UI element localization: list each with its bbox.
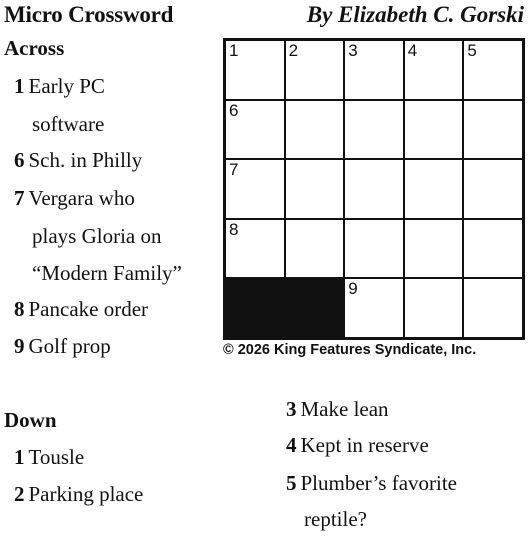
puzzle-title: Micro Crossword — [4, 2, 174, 27]
across-clue-7-cont-2: “Modern Family” — [32, 261, 182, 285]
grid-cell[interactable] — [464, 279, 522, 337]
grid-cell[interactable] — [464, 220, 522, 278]
grid-cell-black — [226, 279, 284, 337]
clue-text: Make lean — [300, 397, 389, 421]
grid-cell[interactable] — [405, 101, 463, 159]
grid-cell[interactable] — [345, 101, 403, 159]
across-clue-7 — [14, 179, 135, 217]
cell-number: 7 — [229, 160, 239, 180]
grid-cell[interactable] — [345, 220, 403, 278]
grid-cell[interactable] — [226, 101, 284, 159]
across-clue-1 — [14, 67, 105, 105]
clue-text: Parking place — [28, 482, 144, 506]
clue-number: 8 — [14, 297, 25, 321]
clue-number: 5 — [286, 471, 297, 495]
across-clue-7-cont-1: plays Gloria on — [32, 224, 162, 248]
across-clue-9 — [14, 327, 111, 365]
clue-number: 3 — [286, 397, 297, 421]
across-clue-8 — [14, 290, 148, 328]
grid-cell[interactable] — [286, 101, 344, 159]
clue-text: Plumber’s favorite — [300, 471, 457, 495]
grid-cell[interactable] — [226, 41, 284, 99]
cell-number: 3 — [348, 41, 358, 60]
across-heading: Across — [4, 36, 65, 60]
grid-cell[interactable] — [286, 220, 344, 278]
grid-cell[interactable] — [345, 279, 403, 337]
down-clue-4 — [286, 426, 429, 464]
cell-number: 8 — [229, 219, 239, 239]
grid-cell[interactable] — [286, 41, 344, 99]
cell-number: 2 — [288, 41, 299, 60]
down-clue-3 — [286, 390, 389, 428]
clue-text: Vergara who — [28, 186, 135, 210]
clue-text: Tousle — [28, 445, 85, 469]
clue-number: 7 — [14, 186, 25, 210]
clue-number: 1 — [14, 445, 25, 469]
across-clue-1-cont: software — [32, 112, 105, 136]
across-clue-6 — [14, 141, 142, 179]
down-clue-5 — [286, 464, 457, 502]
clue-number: 2 — [14, 482, 25, 506]
clue-text: Kept in reserve — [300, 433, 429, 457]
clue-number: 6 — [14, 148, 25, 172]
grid-cell[interactable] — [464, 101, 522, 159]
cell-number: 9 — [348, 279, 358, 299]
down-clue-5-cont: reptile? — [304, 507, 367, 531]
down-heading: Down — [4, 408, 57, 432]
grid-cell[interactable] — [226, 220, 284, 278]
grid-cell[interactable] — [345, 160, 403, 218]
grid-cell[interactable] — [226, 160, 284, 218]
copyright: © 2026 King Features Syndicate, Inc. — [223, 342, 477, 358]
down-clue-1 — [14, 438, 84, 476]
down-clue-2 — [14, 475, 143, 513]
grid-cell[interactable] — [405, 41, 463, 99]
clue-number: 1 — [14, 74, 25, 98]
cell-number: 1 — [229, 41, 239, 60]
byline: By Elizabeth C. Gorski — [306, 2, 524, 27]
clue-number: 9 — [14, 334, 25, 358]
cell-number: 5 — [467, 41, 477, 60]
clue-number: 4 — [286, 433, 297, 457]
grid-cell[interactable] — [345, 41, 403, 99]
cell-number: 4 — [407, 41, 418, 60]
clue-text: Early PC — [28, 74, 105, 98]
grid-cell[interactable] — [405, 220, 463, 278]
grid-cell[interactable] — [405, 279, 463, 337]
grid-cell[interactable] — [464, 160, 522, 218]
cell-number: 6 — [229, 100, 239, 120]
clue-text: Golf prop — [28, 334, 111, 358]
grid-cell[interactable] — [464, 41, 522, 99]
clue-text: Pancake order — [28, 297, 149, 321]
clue-text: Sch. in Philly — [28, 148, 143, 172]
grid-cell[interactable] — [405, 160, 463, 218]
crossword-grid — [223, 38, 525, 340]
grid-cell[interactable] — [286, 160, 344, 218]
grid-cell-black — [286, 279, 344, 337]
